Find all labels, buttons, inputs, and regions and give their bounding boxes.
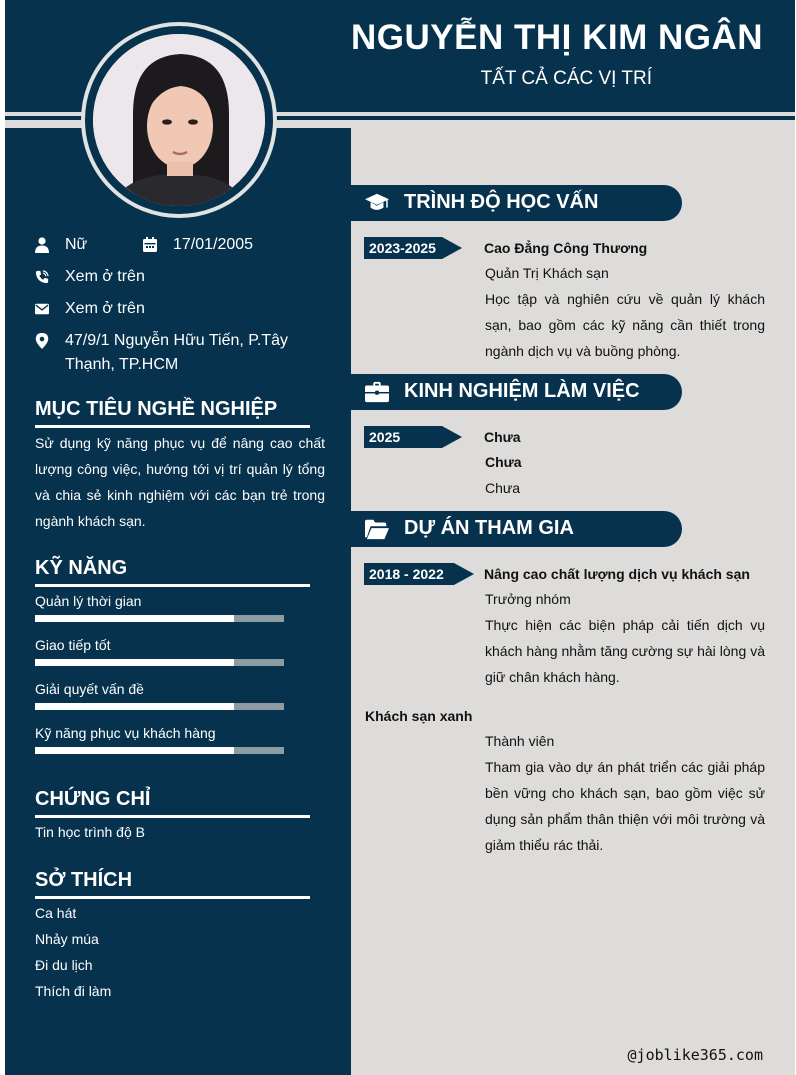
calendar-icon xyxy=(143,237,157,253)
hobby-item: Thích đi làm xyxy=(35,983,112,999)
gender-value: Nữ xyxy=(65,236,88,253)
skill-bar-fill xyxy=(35,615,234,622)
project-description: Tham gia vào dự án phát triển các giải pháp bền vững cho khách sạn, bao gồm việc sử dụng sản phẩm thân thiện với môi trường và giảm thiểu rác thải. xyxy=(485,759,765,853)
dob-value: 17/01/2005 xyxy=(173,236,254,253)
address-value: 47/9/1 Nguyễn Hữu Tiến, P.Tây Thạnh, TP.HCM xyxy=(65,332,288,373)
experience-description: Chưa xyxy=(485,480,521,496)
objective-title: MỤC TIÊU NGHỀ NGHIỆP xyxy=(35,398,310,428)
folder-open-icon xyxy=(365,518,389,540)
objective-text: Sử dụng kỹ năng phục vụ để nâng cao chất lượng công việc, hướng tới vị trí quản lý tổng và chia sẻ kinh nghiệm với các bạn trẻ trong ngành khách sạn. xyxy=(35,435,325,529)
contact-dob xyxy=(143,236,253,257)
education-school: Cao Đẳng Công Thương xyxy=(484,240,648,256)
email-value: Xem ở trên xyxy=(65,300,145,317)
sidebar xyxy=(5,128,351,1075)
phone-icon xyxy=(35,269,49,285)
project-period: Khách sạn xanh xyxy=(365,708,473,724)
contact-address xyxy=(35,332,305,377)
candidate-name: NGUYỄN THỊ KIM NGÂN xyxy=(351,18,763,57)
skill-item xyxy=(35,637,285,666)
skill-bar xyxy=(35,659,284,666)
skill-bar xyxy=(35,747,284,754)
skills-title: KỸ NĂNG xyxy=(35,557,310,587)
skill-bar-fill xyxy=(35,703,234,710)
avatar-frame xyxy=(81,22,277,218)
hobby-item: Đi du lịch xyxy=(35,957,93,973)
experience-period-badge: 2025 xyxy=(364,426,442,448)
graduation-cap-icon xyxy=(365,192,389,214)
skill-name: Giao tiếp tốt xyxy=(35,637,111,653)
skill-bar xyxy=(35,615,284,622)
briefcase-icon xyxy=(365,381,389,403)
education-major: Quản Trị Khách sạn xyxy=(485,265,609,281)
project-name: Nâng cao chất lượng dịch vụ khách sạn xyxy=(484,566,750,582)
education-section-header xyxy=(351,185,682,221)
location-pin-icon xyxy=(35,333,49,349)
experience-role: Chưa xyxy=(485,454,522,470)
project-role: Trưởng nhóm xyxy=(485,591,571,607)
education-description: Học tập và nghiên cứu về quản lý khách sạn, bao gồm các kỹ năng cần thiết trong ngành dịch vụ và buồng phòng. xyxy=(485,291,765,359)
experience-section-header xyxy=(351,374,682,410)
project-description: Thực hiện các biện pháp cải tiến dịch vụ khách hàng nhằm tăng cường sự hài lòng và giữ chân khách hàng. xyxy=(485,617,765,685)
hobby-item: Ca hát xyxy=(35,905,77,921)
project-role: Thành viên xyxy=(485,733,555,749)
hobbies-title: SỞ THÍCH xyxy=(35,869,310,899)
skill-item xyxy=(35,681,285,710)
skill-bar xyxy=(35,703,284,710)
contact-phone xyxy=(35,268,145,289)
skill-name: Kỹ năng phục vụ khách hàng xyxy=(35,725,216,741)
envelope-icon xyxy=(35,301,49,317)
skill-bar-fill xyxy=(35,659,234,666)
experience-title: KINH NGHIỆM LÀM VIỆC xyxy=(404,380,640,402)
project-period-badge: 2018 - 2022 xyxy=(364,563,454,585)
skill-bar-fill xyxy=(35,747,234,754)
contact-gender xyxy=(35,236,87,257)
hobby-item: Nhảy múa xyxy=(35,931,99,947)
education-period-badge: 2023-2025 xyxy=(364,237,442,259)
user-icon xyxy=(35,237,49,253)
skill-item xyxy=(35,593,285,622)
skill-name: Giải quyết vấn đề xyxy=(35,681,144,697)
phone-value: Xem ở trên xyxy=(65,268,145,285)
desired-position: TẤT CẢ CÁC VỊ TRÍ xyxy=(480,68,652,89)
contact-email xyxy=(35,300,145,321)
watermark: @joblike365.com xyxy=(627,1046,763,1064)
avatar xyxy=(93,34,265,206)
experience-company: Chưa xyxy=(484,429,521,445)
skill-item xyxy=(35,725,285,754)
projects-section-header xyxy=(351,511,682,547)
projects-title: DỰ ÁN THAM GIA xyxy=(404,517,574,539)
resume-page xyxy=(5,0,795,1075)
skill-name: Quản lý thời gian xyxy=(35,593,142,609)
certificate-item: Tin học trình độ B xyxy=(35,824,145,840)
education-title: TRÌNH ĐỘ HỌC VẤN xyxy=(404,191,599,213)
certificates-title: CHỨNG CHỈ xyxy=(35,788,310,818)
